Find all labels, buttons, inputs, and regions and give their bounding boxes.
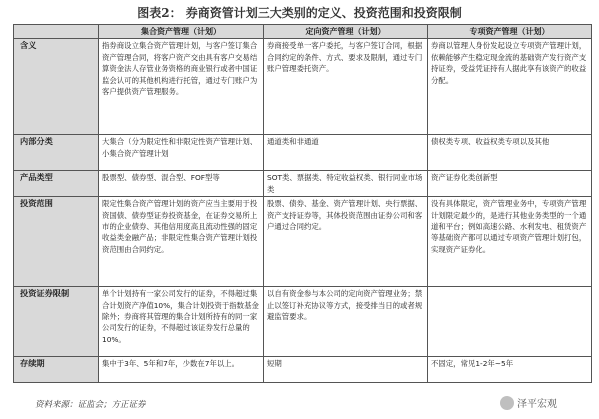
table-row — [14, 357, 592, 383]
watermark-label: 泽平宏观 — [517, 399, 557, 410]
table-cell: 债权类专项、收益权类专项以及其他 — [428, 135, 592, 171]
table-header-row — [14, 25, 592, 39]
table-cell: 大集合（分为限定性和非限定性资产管理计划、小集合资产管理计划 — [99, 135, 264, 171]
table-cell: 券商接受单一客户委托，与客户签订合同，根据合同约定的条件、方式、要求及限制，通过专门账户管理委托资产。 — [264, 39, 428, 135]
row-label: 内部分类 — [14, 135, 99, 171]
table-cell: 以自有资金参与本公司的定向资产管理业务；禁止以签订补充协议等方式，接受排当日的或者规避监管要求。 — [264, 287, 428, 357]
wechat-icon — [500, 396, 514, 410]
comparison-table — [13, 24, 592, 383]
watermark — [500, 395, 557, 410]
row-label: 投资范围 — [14, 197, 99, 287]
table-row — [14, 171, 592, 197]
table-cell: 限定性集合资产管理计划的资产应当主要用于投资国债、债券型证券投资基金，在证券交易所上市的企业债券、其他信用度高且流动性强的固定收益类金融产品；非限定性集合资产管理计划投资范围由合同约定。 — [99, 197, 264, 287]
table-row — [14, 197, 592, 287]
row-label: 存续期 — [14, 357, 99, 383]
table-row — [14, 135, 592, 171]
table-cell: 没有具体限定，资产管理业务中，专项资产管理计划限定最少的，是进行其他业务类型的一个通道和平台；例如高速公路、水利发电、租赁资产等基础资产都可以通过专项资产管理计划打包，实现资产证券化。 — [428, 197, 592, 287]
table-cell: 资产证券化类创新型 — [428, 171, 592, 197]
header-directional: 定向资产管理（计划） — [264, 25, 428, 39]
source-note: 资料来源：证监会；方正证券 — [35, 400, 146, 410]
header-corner — [14, 25, 99, 39]
table-row — [14, 287, 592, 357]
row-label: 产品类型 — [14, 171, 99, 197]
table-cell: 通道类和非通道 — [264, 135, 428, 171]
table-cell: 股票型、债券型、混合型、FOF型等 — [99, 171, 264, 197]
table-cell: 股票、债券、基金、资产管理计划、央行票据、资产支持证券等，其体投资范围由证券公司和客户通过合同约定。 — [264, 197, 428, 287]
table-row — [14, 39, 592, 135]
table-cell: 短期 — [264, 357, 428, 383]
table-cell: 单个计划持有一家公司发行的证券，不得超过集合计划资产净值10%，集合计划投资于指数基金除外；券商将其管理的集合计划所持有的同一家公司发行的证券，不得超过该证券发行总量的10%。 — [99, 287, 264, 357]
table-title: 图表2： 券商资管计划三大类别的定义、投资范围和投资限制 — [137, 6, 462, 20]
table-cell: 指券商设立集合资产管理计划，与客户签订集合资产管理合同，将客户资产交由具有客户交易结算资金法人存管业务资格的商业银行或者中国证监会认可的其他机构进行托管，通过专门账户为客户提供资产管理服务。 — [99, 39, 264, 135]
table-cell — [428, 287, 592, 357]
table-cell: SOT类、票据类、特定收益权类、银行同业市场类 — [264, 171, 428, 197]
table-cell: 不固定，常见1-2年~5年 — [428, 357, 592, 383]
row-label: 投资证券限制 — [14, 287, 99, 357]
table-cell: 集中于3年、5年和7年，少数在7年以上。 — [99, 357, 264, 383]
header-special: 专项资产管理（计划） — [428, 25, 592, 39]
header-collective: 集合资产管理（计划） — [99, 25, 264, 39]
table-cell: 券商以管理人身份发起设立专项资产管理计划，依赖能够产生稳定现金流的基础资产发行资产支持证券，受益凭证持有人据此享有该资产的收益分配。 — [428, 39, 592, 135]
row-label: 含义 — [14, 39, 99, 135]
